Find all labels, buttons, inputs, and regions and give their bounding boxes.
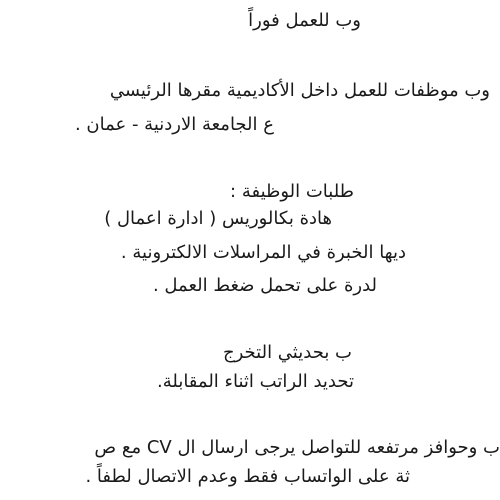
- text-line-1: وب للعمل فوراً: [248, 10, 361, 31]
- text-line-7: لدرة على تحمل ضغط العمل .: [152, 275, 377, 296]
- text-line-8: ب بحديثي التخرج: [223, 342, 352, 363]
- text-line-11: ثة على الواتساب فقط وعدم الاتصال لطفاً .: [85, 466, 410, 487]
- text-line-10: ب وحوافز مرتفعه للتواصل يرجى ارسال ال CV مع ص: [94, 437, 500, 458]
- text-line-4: طلبات الوظيفة :: [230, 181, 354, 202]
- text-line-9: تحديد الراتب اثناء المقابلة.: [156, 371, 354, 392]
- text-line-2: وب موظفات للعمل داخل الأكاديمية مقرها الرئيسي: [109, 80, 490, 101]
- text-line-3: ع الجامعة الاردنية - عمان .: [74, 114, 274, 135]
- text-line-6: ديها الخبرة في المراسلات الالكترونية .: [120, 242, 406, 263]
- text-line-5: هادة بكالوريس ( ادارة اعمال ): [104, 208, 332, 229]
